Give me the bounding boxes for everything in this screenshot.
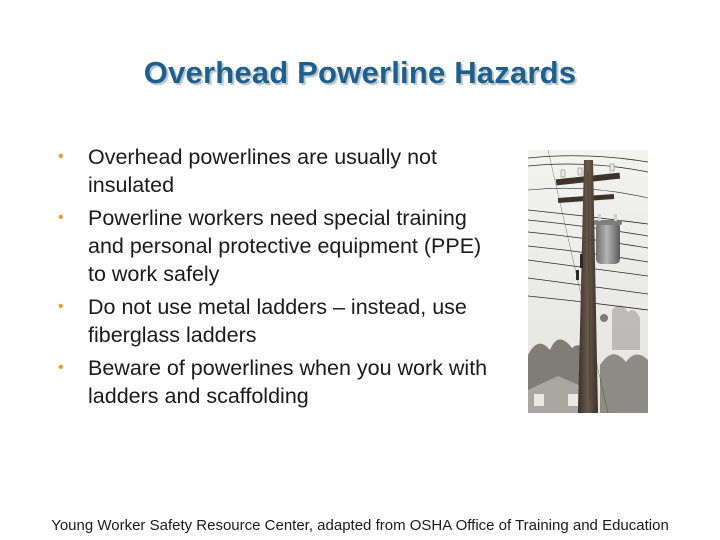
- bullet-list: [58, 143, 488, 415]
- bullet-text: Beware of powerlines when you work with ladders and scaffolding: [88, 356, 488, 408]
- bullet-marker-icon: •: [58, 359, 64, 376]
- bullet-item: [58, 204, 488, 288]
- bullet-text: Overhead powerlines are usually not insulated: [88, 145, 437, 197]
- bullet-item: [58, 354, 488, 410]
- bullet-text: Powerline workers need special training and personal protective equipment (PPE) to work safely: [88, 206, 482, 286]
- bullet-text: Do not use metal ladders – instead, use fiberglass ladders: [88, 295, 467, 347]
- slide-title: Overhead Powerline Hazards: [143, 55, 577, 90]
- utility-pole-illustration: [528, 150, 648, 413]
- footer-credit: Young Worker Safety Resource Center, adapted from OSHA Office of Training and Education: [51, 517, 669, 534]
- bullet-marker-icon: •: [58, 209, 64, 226]
- bullet-marker-icon: •: [58, 298, 64, 315]
- powerline-photo: [528, 150, 648, 413]
- bullet-item: [58, 293, 488, 349]
- bullet-marker-icon: •: [58, 148, 64, 165]
- bullet-item: [58, 143, 488, 199]
